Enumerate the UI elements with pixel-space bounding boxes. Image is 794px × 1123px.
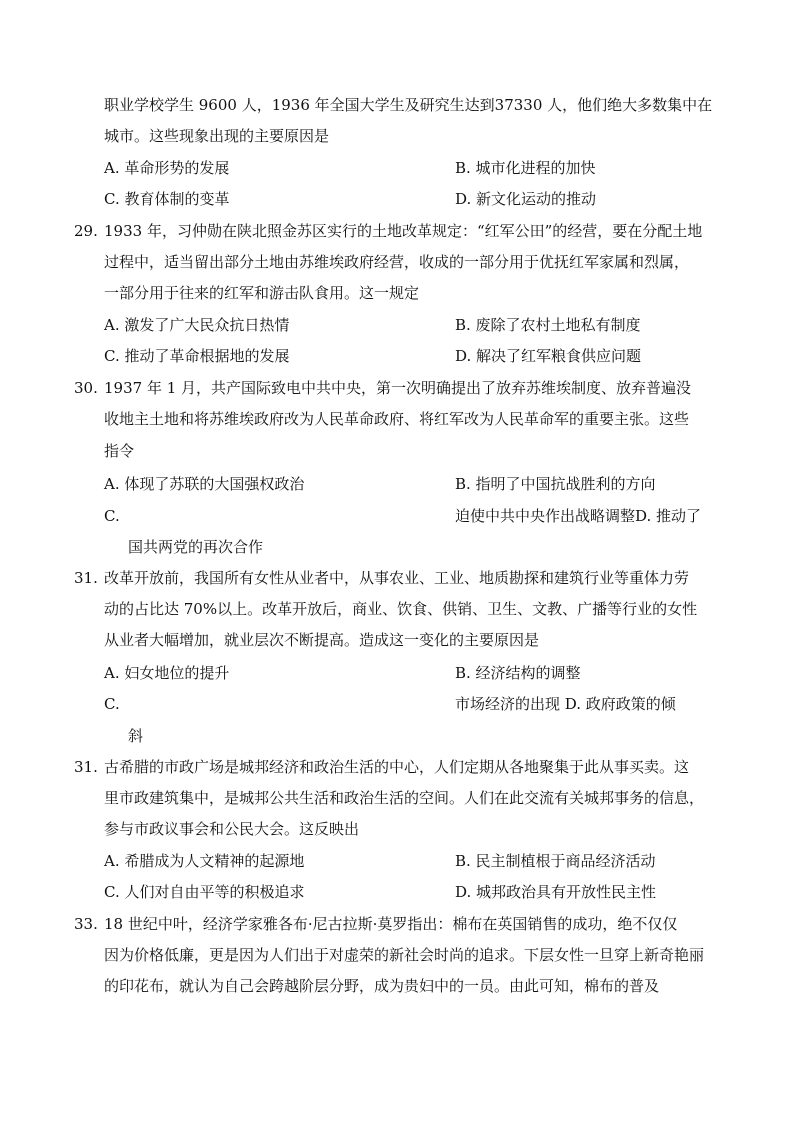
q31a-option-wrap: 斜 [128,727,144,745]
q30-stem-line-3: 指令 [104,442,135,460]
q31b-stem-line-2: 里市政建筑集中，是城邦公共生活和政治生活的空间。人们在此交流有关城邦事务的信息， [104,789,705,807]
q31a-stem-line-2: 动的占比达 70%以上。改革开放后，商业、饮食、供销、卫生、文教、广播等行业的女性 [104,600,698,618]
q29-option-c[interactable]: C. 推动了革命根据地的发展 [104,347,290,365]
q31a-stem-line-1: 改革开放前，我国所有女性从业者中，从事农业、工业、地质勘探和建筑行业等重体力劳 [104,569,690,587]
q29-option-d[interactable]: D. 解决了红军粮食供应问题 [455,347,642,365]
q31b-number: 31. [74,758,98,776]
q31b-option-b[interactable]: B. 民主制植根于商品经济活动 [455,852,656,870]
q28-option-b[interactable]: B. 城市化进程的加快 [455,159,596,177]
q30-option-b[interactable]: B. 指明了中国抗战胜利的方向 [455,475,656,493]
q31b-option-c[interactable]: C. 人们对自由平等的积极追求 [104,883,305,901]
q30-number: 30. [74,379,98,397]
q33-number: 33. [74,915,98,933]
q28-stem-line-2: 城市。这些现象出现的主要原因是 [104,127,330,145]
q31a-option-c[interactable]: C. [104,695,120,713]
q31a-option-b[interactable]: B. 经济结构的调整 [455,664,581,682]
q33-stem-line-3: 的印花布，就认为自己会跨越阶层分野，成为贵妇中的一员。由此可知，棉布的普及 [104,977,660,995]
q31b-stem-line-1: 古希腊的市政广场是城邦经济和政治生活的中心，人们定期从各地聚集于此从事买卖。这 [104,758,690,776]
q29-stem-line-3: 一部分用于往来的红军和游击队食用。这一规定 [104,284,420,302]
q30-option-c[interactable]: C. [104,507,120,525]
q31a-option-a[interactable]: A. 妇女地位的提升 [104,664,230,682]
q33-stem-line-1: 18 世纪中叶，经济学家雅各布·尼古拉斯·莫罗指出：棉布在英国销售的成功，绝不仅仅 [104,915,678,933]
q31b-stem-line-3: 参与市政议事会和公民大会。这反映出 [104,820,360,838]
q28-option-d[interactable]: D. 新文化运动的推动 [455,190,597,208]
q30-stem-line-2: 收地主土地和将苏维埃政府改为人民革命政府、将红军改为人民革命军的重要主张。这些 [104,410,690,428]
q29-number: 29. [74,222,98,240]
q29-stem-line-1: 1933 年，习仲勋在陕北照金苏区实行的土地改革规定：“红军公田”的经营，要在分配土地 [104,222,703,240]
q31b-option-d[interactable]: D. 城邦政治具有开放性民主性 [455,883,657,901]
q30-option-a[interactable]: A. 体现了苏联的大国强权政治 [104,475,305,493]
q29-option-a[interactable]: A. 激发了广大民众抗日热情 [104,316,290,334]
q28-option-c[interactable]: C. 教育体制的变革 [104,190,230,208]
q29-option-b[interactable]: B. 废除了农村土地私有制度 [455,316,641,334]
q29-stem-line-2: 过程中，适当留出部分土地由苏维埃政府经营，收成的一部分用于优抚红军家属和烈属， [104,253,690,271]
q33-stem-line-2: 因为价格低廉，更是因为人们出于对虚荣的新社会时尚的追求。下层女性一旦穿上新奇艳丽 [104,946,705,964]
q31a-option-c-d-text[interactable]: 市场经济的出现 D. 政府政策的倾 [455,695,676,713]
q31b-option-a[interactable]: A. 希腊成为人文精神的起源地 [104,852,305,870]
q31a-stem-line-3: 从业者大幅增加，就业层次不断提高。造成这一变化的主要原因是 [104,631,540,649]
q28-stem-line-1: 职业学校学生 9600 人，1936 年全国大学生及研究生达到37330 人，他们绝大多数集中在 [104,96,713,114]
q30-option-wrap: 国共两党的再次合作 [128,538,264,556]
q28-option-a[interactable]: A. 革命形势的发展 [104,159,230,177]
q30-option-c-d-text[interactable]: 迫使中共中央作出战略调整D. 推动了 [455,507,702,525]
q30-stem-line-1: 1937 年 1 月，共产国际致电中共中央，第一次明确提出了放弃苏维埃制度、放弃普遍没 [104,379,692,397]
q31a-number: 31. [74,569,98,587]
